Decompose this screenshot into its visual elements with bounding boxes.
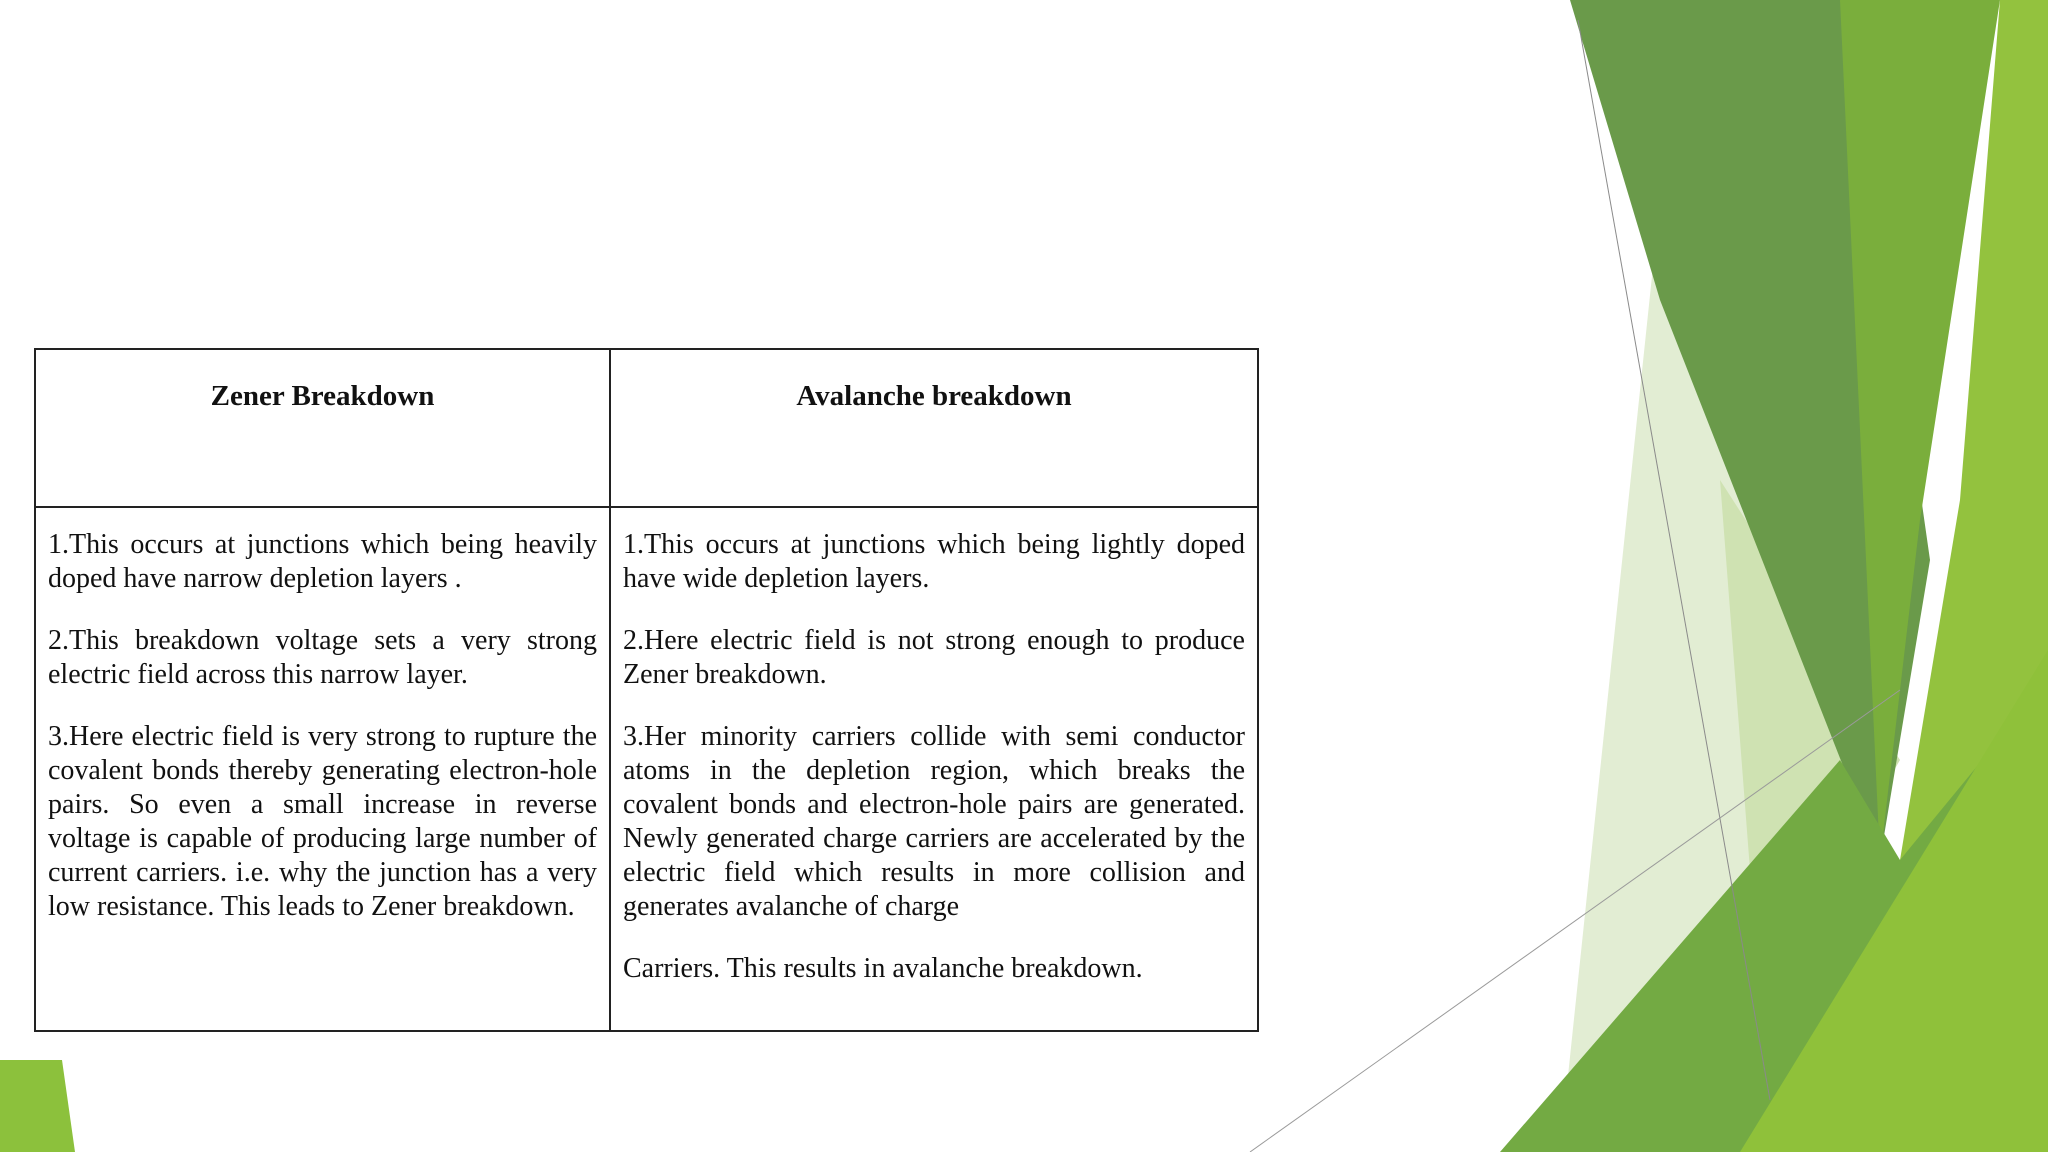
avalanche-cell — [610, 507, 1258, 1031]
avalanche-point-3: 3.Her minority carriers collide with semi conductor atoms in the depletion region, which breaks the covalent bonds and electron-hole pairs are generated. Newly generated charge carriers are accelerated by the electric field which results in more collision and generates avalanche of charge — [623, 721, 1245, 922]
zener-point-2: 2.This breakdown voltage sets a very strong electric field across this narrow layer. — [48, 625, 597, 690]
header-avalanche: Avalanche breakdown — [610, 349, 1258, 507]
avalanche-point-1: 1.This occurs at junctions which being lightly doped have wide depletion layers. — [623, 529, 1245, 594]
zener-cell — [35, 507, 610, 1031]
corner-tab — [0, 1060, 75, 1152]
comparison-table — [34, 348, 1259, 1032]
avalanche-point-3-cont: Carriers. This results in avalanche breakdown. — [623, 953, 1143, 984]
table-row — [35, 507, 1258, 1031]
header-zener: Zener Breakdown — [35, 349, 610, 507]
zener-point-1: 1.This occurs at junctions which being heavily doped have narrow depletion layers . — [48, 529, 597, 594]
avalanche-point-2: 2.Here electric field is not strong enough to produce Zener breakdown. — [623, 625, 1245, 690]
table-header-row — [35, 349, 1258, 507]
zener-point-3: 3.Here electric field is very strong to rupture the covalent bonds thereby generating electron-hole pairs. So even a small increase in reverse voltage is capable of producing large number of current carriers. i.e. why the junction has a very low resistance. This leads to Zener breakdown. — [48, 721, 597, 922]
